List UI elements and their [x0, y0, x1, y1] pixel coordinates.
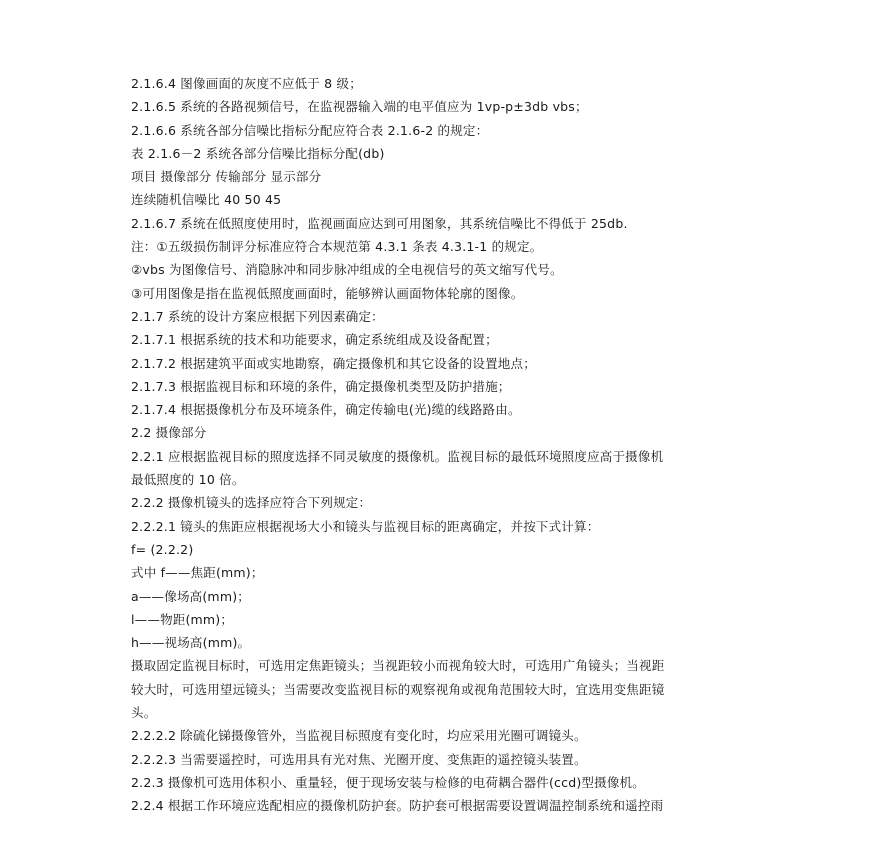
text-line: 2.1.6.7 系统在低照度使用时，监视画面应达到可用图象，其系统信噪比不得低于 25db. [131, 215, 628, 231]
section-heading: 2.2 摄像部分 [131, 425, 207, 441]
note-line: 注：①五级损伤制评分标准应符合本规范第 4.3.1 条表 4.3.1-1 的规定。 [131, 239, 543, 255]
text-line: 摄取固定监视目标时，可选用定焦距镜头；当视距较小而视角较大时，可选用广角镜头；当视距 [131, 658, 665, 674]
formula-line: f= (2.2.2) [131, 541, 194, 557]
note-line: ②vbs 为图像信号、消隐脉冲和同步脉冲组成的全电视信号的英文缩写代号。 [131, 262, 563, 278]
formula-legend-line: 式中 f——焦距(mm)； [131, 565, 264, 581]
text-line: 头。 [131, 705, 157, 721]
formula-legend-line: l——物距(mm)； [131, 611, 234, 627]
text-line: 2.1.7.4 根据摄像机分布及环境条件，确定传输电(光)缆的线路路由。 [131, 402, 521, 418]
formula-legend-line: h——视场高(mm)。 [131, 635, 251, 651]
formula-legend-line: a——像场高(mm)； [131, 588, 250, 604]
text-line: 2.2.2.3 当需要遥控时，可选用具有光对焦、光圈开度、变焦距的遥控镜头装置。 [131, 751, 587, 767]
note-line: ③可用图像是指在监视低照度画面时，能够辨认画面物体轮廓的图像。 [131, 285, 524, 301]
text-line: 2.1.7.1 根据系统的技术和功能要求，确定系统组成及设备配置； [131, 332, 498, 348]
text-line: 2.1.7 系统的设计方案应根据下列因素确定： [131, 308, 384, 324]
table-caption: 表 2.1.6－2 系统各部分信噪比指标分配(db) [131, 145, 385, 161]
text-line: 2.2.3 摄像机可选用体积小、重量轻，便于现场安装与检修的电荷耦合器件(ccd)型摄像机。 [131, 774, 645, 790]
text-line: 2.1.7.2 根据建筑平面或实地勘察，确定摄像机和其它设备的设置地点； [131, 355, 536, 371]
text-line: 较大时，可选用望远镜头；当需要改变监视目标的观察视角或视角范围较大时，宜选用变焦距镜 [131, 681, 665, 697]
text-line: 2.1.6.5 系统的各路视频信号，在监视器输入端的电平值应为 1vp-p±3db vbs； [131, 99, 588, 115]
text-line: 2.1.6.4 图像画面的灰度不应低于 8 级； [131, 76, 362, 91]
table-header-row: 项目 摄像部分 传输部分 显示部分 [131, 169, 322, 185]
text-line: 2.2.2.1 镜头的焦距应根据视场大小和镜头与监视目标的距离确定，并按下式计算： [131, 518, 600, 534]
text-line: 2.1.7.3 根据监视目标和环境的条件，确定摄像机类型及防护措施； [131, 378, 511, 394]
text-line: 2.2.2.2 除硫化锑摄像管外，当监视目标照度有变化时，均应采用光圈可调镜头。 [131, 728, 587, 744]
document-body [131, 72, 743, 818]
text-line: 2.2.4 根据工作环境应选配相应的摄像机防护套。防护套可根据需要设置调温控制系统和遥控雨 [131, 798, 664, 814]
text-line: 2.1.6.6 系统各部分信噪比指标分配应符合表 2.1.6-2 的规定： [131, 122, 489, 138]
table-data-row: 连续随机信噪比 40 50 45 [131, 192, 282, 208]
text-line: 最低照度的 10 倍。 [131, 472, 245, 488]
text-line: 2.2.1 应根据监视目标的照度选择不同灵敏度的摄像机。监视目标的最低环境照度应高于摄像机 [131, 448, 664, 464]
text-line: 2.2.2 摄像机镜头的选择应符合下列规定： [131, 495, 372, 511]
